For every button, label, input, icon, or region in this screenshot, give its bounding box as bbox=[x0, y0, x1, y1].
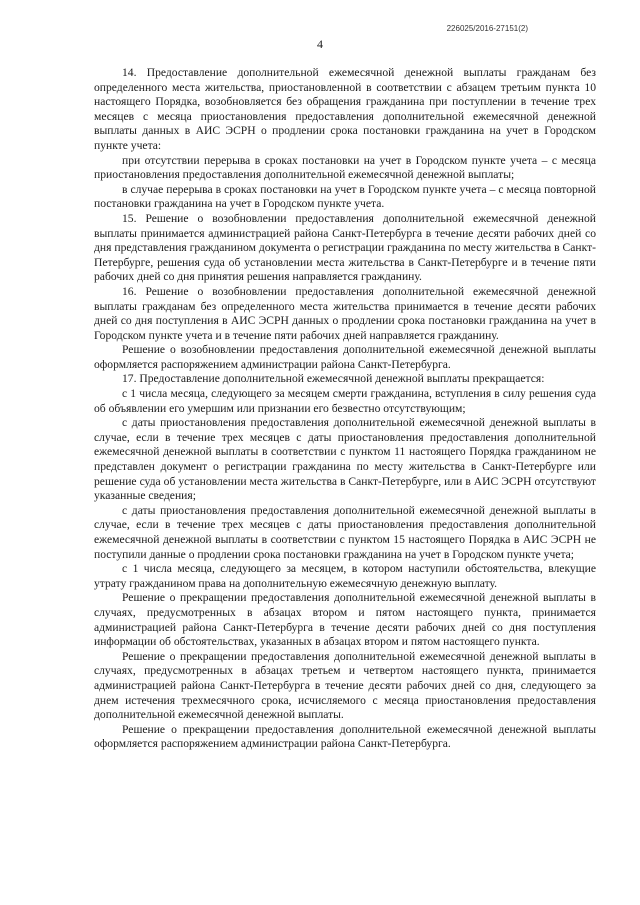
paragraph-14: 14. Предоставление дополнительной ежемесячной денежной выплаты гражданам без определенного места жительства, приостановленной в соответствии с абзацем третьим пункта 10 настоящего Порядка, возобновляется без обращения гражданина при поступлении в течение трех месяцев с месяца приостановления предоставления дополнительной ежемесячной денежной выплаты данных в АИС ЭСРН о продлении срока постановки гражданина на учет в Городском пункте учета: bbox=[94, 66, 596, 152]
paragraph-17-death: с 1 числа месяца, следующего за месяцем смерти гражданина, вступления в силу решения суда об объявлении его умершим или признании его безвестно отсутствующим; bbox=[94, 387, 596, 415]
paragraph-17-no-extension: с даты приостановления предоставления дополнительной ежемесячной денежной выплаты в случае, если в течение трех месяцев с даты приостановления предоставления дополнительной ежемесячной денежной выплаты в соответствии с пунктом 15 настоящего Порядка в АИС ЭСРН не поступили данные о продлении срока постановки гражданина на учет в Городском пункте учета; bbox=[94, 503, 596, 561]
paragraph-17-order: Решение о прекращении предоставления дополнительной ежемесячной денежной выплаты оформляется распоряжением администрации района Санкт-Петербурга. bbox=[94, 722, 596, 751]
paragraph-17: 17. Предоставление дополнительной ежемесячной денежной выплаты прекращается: bbox=[122, 372, 545, 386]
document-id: 226025/2016-27151(2) bbox=[446, 24, 528, 33]
paragraph-16: 16. Решение о возобновлении предоставления дополнительной ежемесячной денежной выплаты гражданам без определенного места жительства принимается в течение десяти рабочих дней со дня поступления в АИС ЭСРН данных о продлении срока постановки гражданина на учет в Городском пункте учета и в течение пяти рабочих дней направляется гражданину. bbox=[94, 284, 596, 342]
paragraph-14-break: в случае перерыва в сроках постановки на учет в Городском пункте учета – с месяца повторной постановки гражданина на учет в Городском пункте учета. bbox=[94, 182, 596, 211]
paragraph-16-decision: Решение о возобновлении предоставления дополнительной ежемесячной денежной выплаты оформляется распоряжением администрации района Санкт-Петербурга. bbox=[94, 343, 596, 371]
document-body bbox=[94, 66, 596, 752]
paragraph-17-no-registration: с даты приостановления предоставления дополнительной ежемесячной денежной выплаты в случае, если в течение трех месяцев с даты приостановления предоставления дополнительной ежемесячной денежной выплаты в соответствии с пунктом 11 настоящего Порядка гражданином не представлен документ о регистрации гражданина по месту жительства в Санкт-Петербурге или решение суда об установлении места жительства в Санкт-Петербурге, или в АИС ЭСРН отсутствуют указанные сведения; bbox=[94, 416, 596, 503]
page-number: 4 bbox=[317, 37, 323, 51]
paragraph-17-decision-3-4: Решение о прекращении предоставления дополнительной ежемесячной денежной выплаты в случаях, предусмотренных в абзацах третьем и четвертом настоящего пункта, принимается администрацией района Санкт-Петербурга в течение десяти рабочих дней со дня, следующего за днем истечения трехмесячного срока, исчисляемого с месяца приостановления предоставления дополнительной ежемесячной денежной выплаты. bbox=[94, 649, 596, 722]
paragraph-14-no-break: при отсутствии перерыва в сроках постановки на учет в Городском пункте учета – с месяца приостановления предоставления дополнительной ежемесячной денежной выплаты; bbox=[94, 153, 596, 182]
paragraph-17-decision-2-5: Решение о прекращении предоставления дополнительной ежемесячной денежной выплаты в случаях, предусмотренных в абзацах втором и пятом настоящего пункта, принимается администрацией района Санкт-Петербурга в течение десяти рабочих дней со дня поступления информации об обстоятельствах, указанных в абзацах втором и пятом настоящего пункта. bbox=[94, 591, 596, 649]
paragraph-15: 15. Решение о возобновлении предоставления дополнительной ежемесячной денежной выплаты принимается администрацией района Санкт-Петербурга в течение десяти рабочих дней со дня представления гражданином документа о регистрации гражданина по месту жительства в Санкт-Петербурге, решения суда об установлении места жительства в Санкт-Петербурге и в течение пяти рабочих дней со дня принятия решения направляется гражданину. bbox=[94, 211, 596, 284]
paragraph-17-loss-of-right: с 1 числа месяца, следующего за месяцем, в котором наступили обстоятельства, влекущие утрату гражданином права на дополнительную ежемесячную денежную выплату. bbox=[94, 562, 596, 590]
